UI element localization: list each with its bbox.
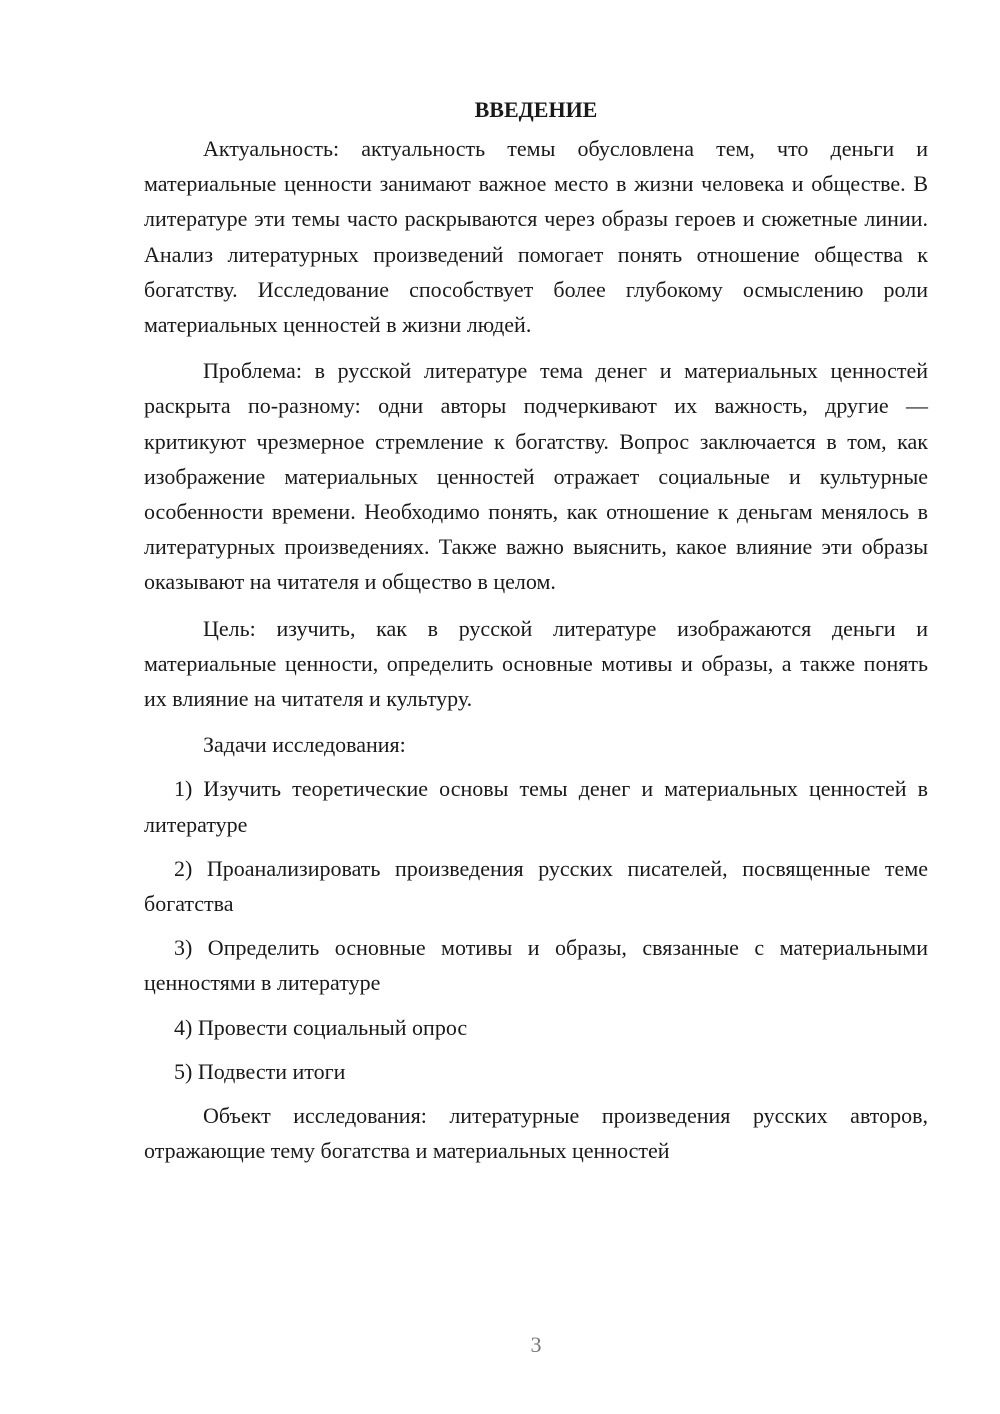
document-page xyxy=(144,92,928,1168)
task-item: 4) Провести социальный опрос xyxy=(174,1014,468,1040)
task-item: 2) Проанализировать произведения русских писателей, посвященные теме богатства xyxy=(144,855,928,917)
section-title: ВВЕДЕНИЕ xyxy=(474,97,598,122)
task-item: 3) Определить основные мотивы и образы, связанные с материальными ценностями в литературе xyxy=(144,935,928,996)
tasks-heading: Задачи исследования: xyxy=(203,732,406,758)
task-item: 5) Подвести итоги xyxy=(174,1058,346,1084)
object-paragraph: Объект исследования: литературные произведения русских авторов, отражающие тему богатства и материальных ценностей xyxy=(144,1103,928,1164)
goal-paragraph: Цель: изучить, как в русской литературе изображаются деньги и материальные ценности, определить основные мотивы и образы, а также понять их влияние на читателя и культуру. xyxy=(144,615,928,712)
relevance-paragraph: Актуальность: актуальность темы обусловлена тем, что деньги и материальные ценности занимают важное место в жизни человека и обществе. В литературе эти темы часто раскрываются через образы героев и сюжетные линии. Анализ литературных произведений помогает понять отношение общества к богатству. Исследование способствует более глубокому осмыслению роли материальных ценностей в жизни людей. xyxy=(144,136,928,338)
tasks-list xyxy=(144,771,928,1089)
task-item: 1) Изучить теоретические основы темы денег и материальных ценностей в литературе xyxy=(144,776,928,837)
problem-paragraph: Проблема: в русской литературе тема денег и материальных ценностей раскрыта по-разному: одни авторы подчеркивают их важность, другие — критикуют чрезмерное стремление к богатству. Вопрос заключается в том, как изображение материальных ценностей отражает социальные и культурные особенности времени. Необходимо понять, как отношение к деньгам менялось в литературных произведениях. Также важно выяснить, какое влияние эти образы оказывают на читателя и общество в целом. xyxy=(144,358,928,595)
page-number: 3 xyxy=(530,1332,542,1357)
